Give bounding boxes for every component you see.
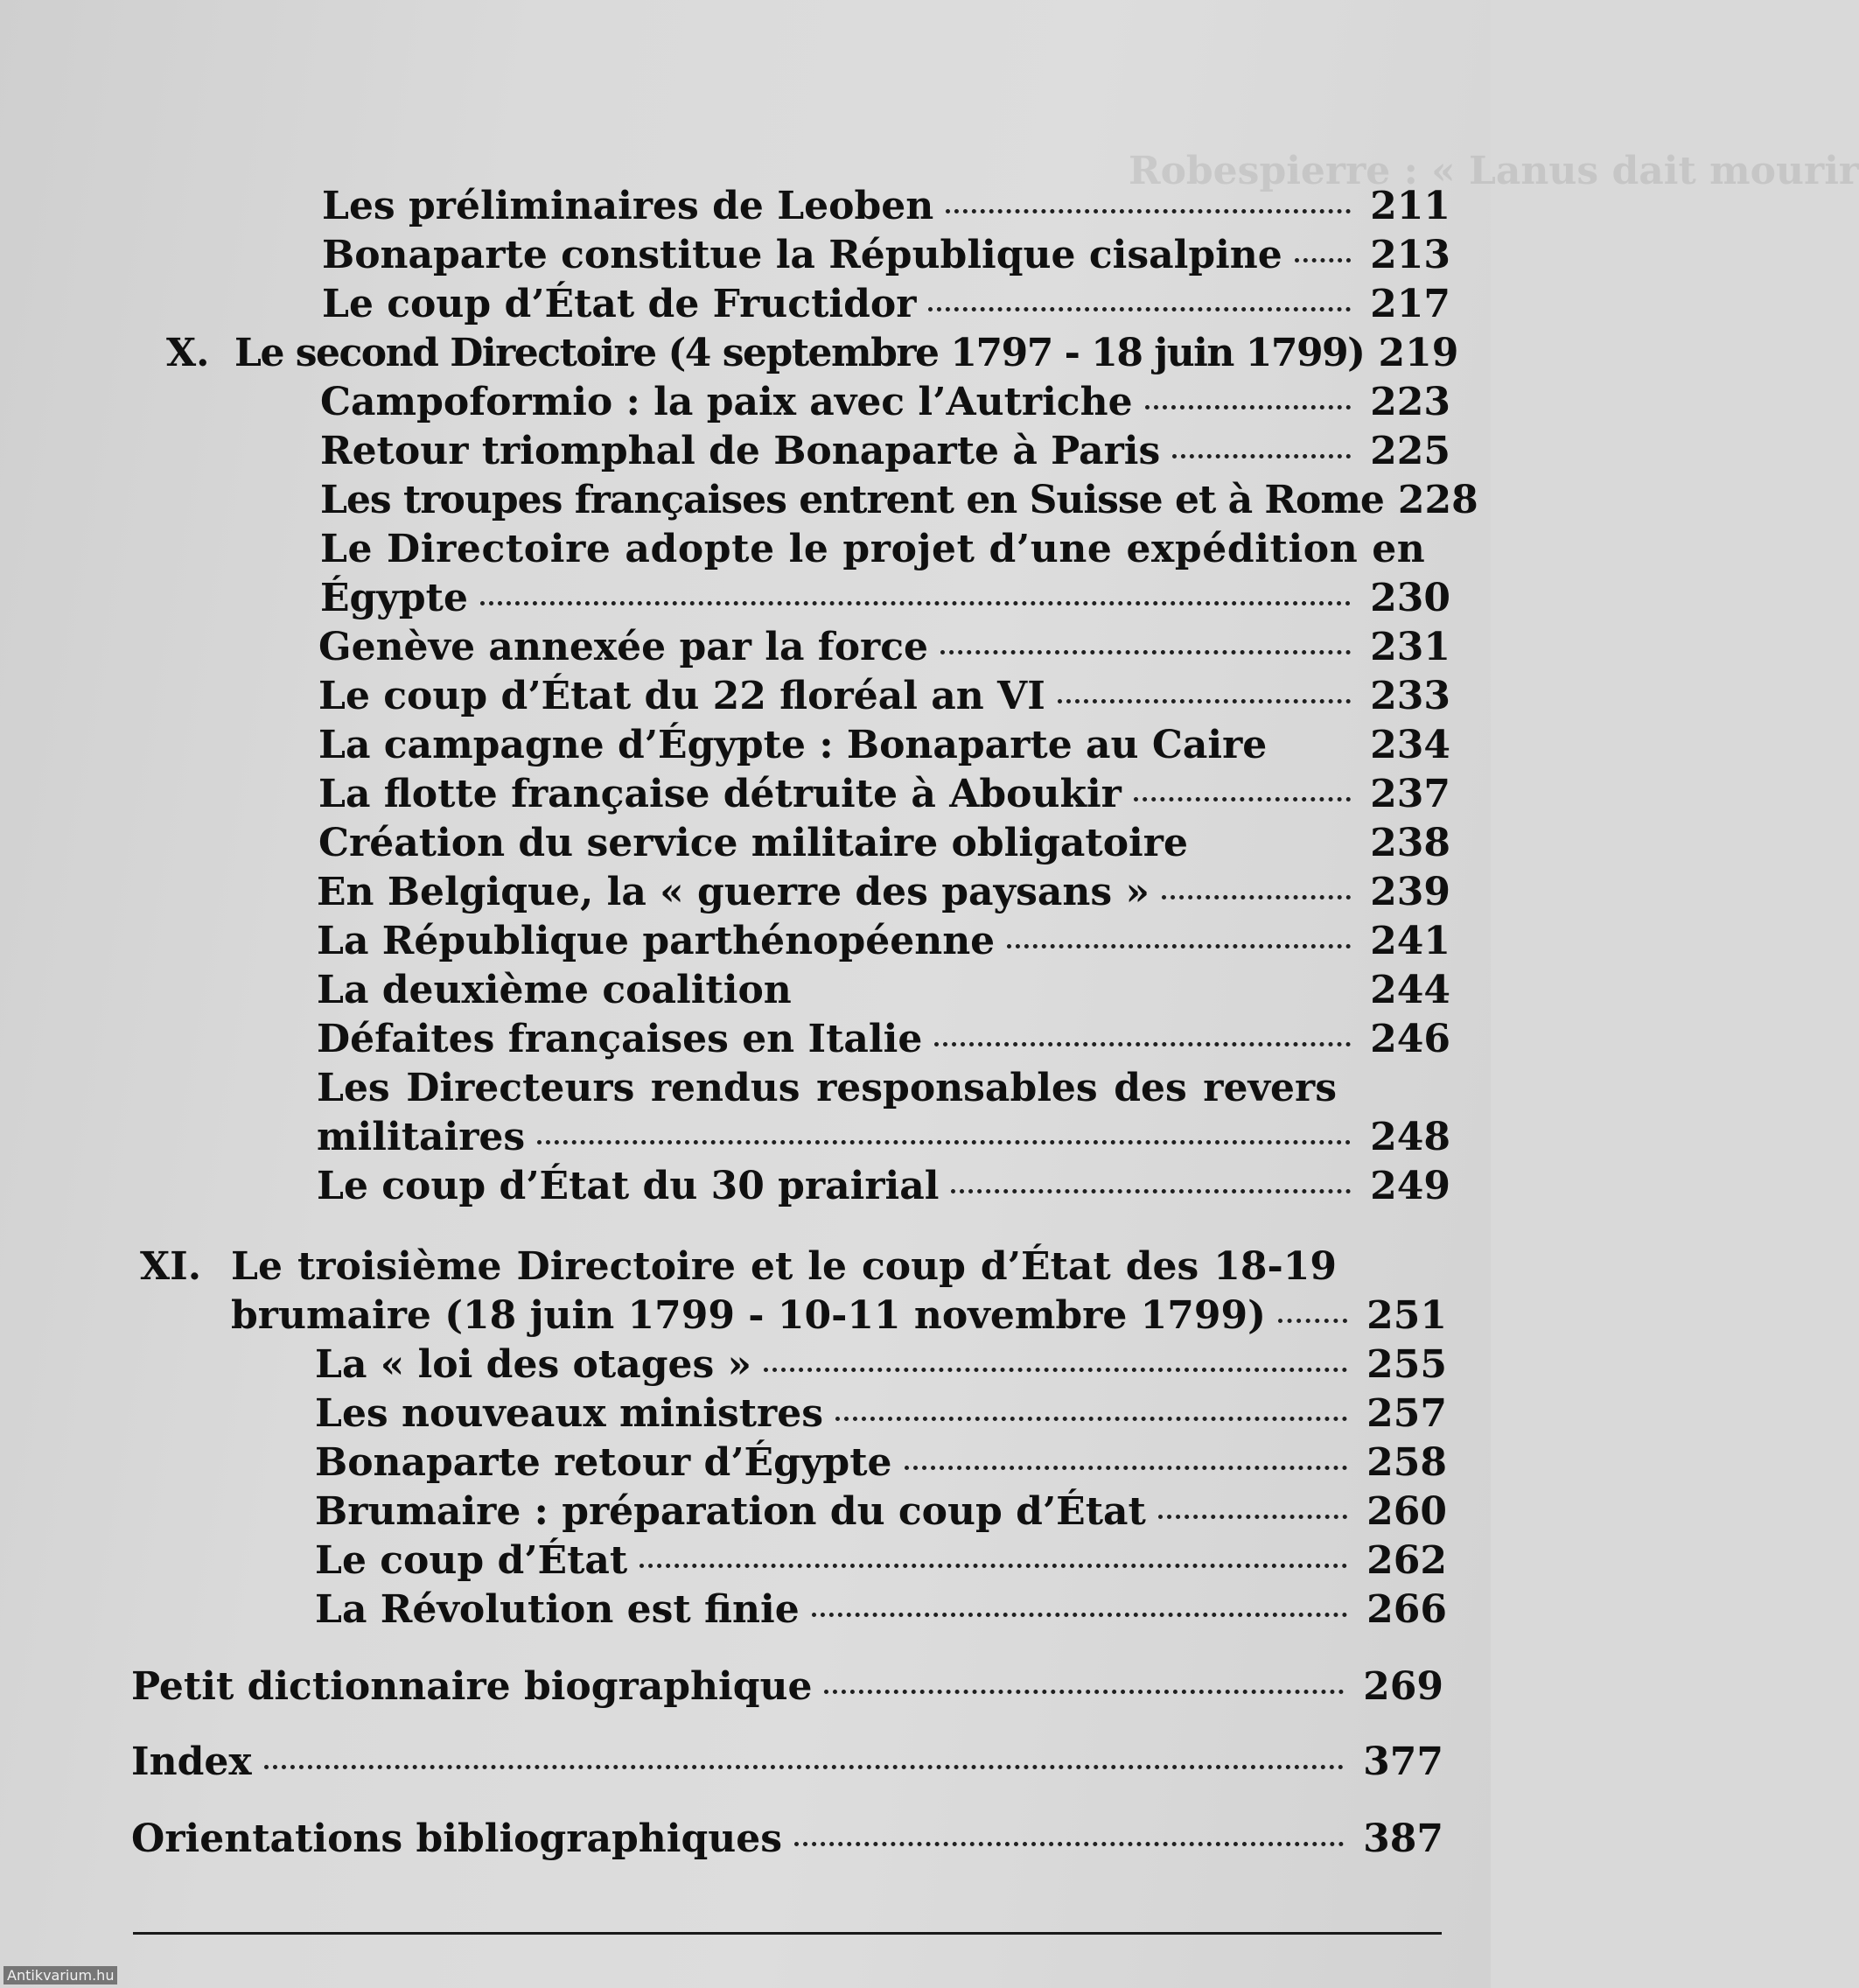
toc-entry-title: Bonaparte constitue la République cisalpine [322, 233, 1282, 277]
word: Directeurs [406, 1066, 635, 1110]
toc-entry[interactable] [131, 1662, 1443, 1712]
toc-entry-page: 234 [1370, 723, 1450, 767]
toc-entry-page: 231 [1370, 625, 1450, 669]
dot-leader [824, 1689, 1344, 1694]
toc-entry-page: 217 [1370, 282, 1450, 326]
toc-entry-page: 258 [1366, 1440, 1447, 1485]
toc-entry[interactable] [318, 721, 1450, 770]
toc-entry-title: Le coup d’État du 30 prairial [317, 1164, 940, 1208]
dot-leader [1162, 894, 1351, 900]
toc-entry-title: La Révolution est finie [315, 1587, 800, 1632]
toc-entry-page: 260 [1366, 1489, 1447, 1534]
toc-entry[interactable] [320, 574, 1450, 623]
toc-entry-title: En Belgique, la « guerre des paysans » [317, 870, 1150, 914]
toc-entry[interactable] [322, 231, 1450, 280]
toc-entry-title: Le coup d’État du 22 floréal an VI [318, 674, 1045, 718]
toc-entry[interactable] [317, 868, 1450, 917]
toc-entry-title: Le coup d’État [315, 1538, 628, 1583]
dot-leader [639, 1563, 1347, 1568]
toc-entry-page: 257 [1366, 1391, 1447, 1436]
dot-leader [537, 1139, 1351, 1144]
toc-entry[interactable] [320, 378, 1450, 427]
dot-leader [812, 1612, 1347, 1617]
toc-entry-page: 238 [1370, 821, 1450, 865]
toc-entry-page: 251 [1366, 1293, 1447, 1338]
toc-entry[interactable] [318, 623, 1450, 672]
toc-entry[interactable] [318, 672, 1450, 721]
toc-entry-page: 211 [1370, 184, 1450, 228]
dot-leader [1007, 943, 1351, 948]
toc-entry-title-line: Le Directoire adopte le projet d’une expédition en [320, 527, 1426, 571]
chapter-numeral: XI. [140, 1244, 202, 1289]
dot-leader [946, 208, 1351, 214]
toc-entry[interactable] [322, 182, 1450, 231]
word: responsables [816, 1066, 1098, 1110]
dot-leader [940, 649, 1351, 654]
dot-leader [1145, 404, 1352, 410]
word: rendus [650, 1066, 800, 1110]
dot-leader [794, 1841, 1344, 1846]
toc-entry[interactable] [317, 966, 1450, 1015]
toc-entry-page: 225 [1370, 429, 1450, 473]
word: coup [862, 1244, 966, 1289]
dot-leader [1158, 1514, 1347, 1519]
bottom-rule [133, 1932, 1442, 1935]
toc-entry[interactable] [131, 1815, 1443, 1864]
toc-entry-page: 244 [1370, 968, 1450, 1012]
dot-leader [951, 1188, 1351, 1194]
toc-entry-title: Les préliminaires de Leoben [322, 184, 934, 228]
toc-entry-page: 237 [1370, 772, 1450, 816]
toc-entry-page: 230 [1370, 576, 1450, 620]
toc-entry-page: 387 [1363, 1816, 1443, 1861]
toc-entry-title: Index [131, 1740, 252, 1784]
toc-entry[interactable] [320, 427, 1450, 476]
toc-entry-title: Retour triomphal de Bonaparte à Paris [320, 429, 1161, 473]
dot-leader [934, 1041, 1351, 1046]
toc-entry-title: Égypte [320, 576, 468, 620]
toc-entry-page: 262 [1366, 1538, 1447, 1583]
word: des [1125, 1244, 1199, 1289]
dot-leader [1134, 796, 1351, 802]
toc-entry[interactable] [315, 1536, 1447, 1586]
dot-leader [1295, 257, 1351, 262]
toc-entry[interactable] [315, 1390, 1447, 1438]
toc-entry-page: 269 [1363, 1664, 1443, 1709]
word: le [807, 1244, 847, 1289]
toc-entry[interactable] [315, 1488, 1447, 1536]
toc-entry-title: Bonaparte retour d’Égypte [315, 1440, 892, 1485]
toc-entry[interactable] [317, 1162, 1450, 1211]
toc-entry-page: 249 [1370, 1164, 1450, 1208]
toc-entry-title: Orientations bibliographiques [131, 1816, 782, 1861]
toc-entry-page: 233 [1370, 674, 1450, 718]
toc-entry-title: La flotte française détruite à Aboukir [318, 772, 1122, 816]
dot-leader [1058, 698, 1351, 704]
toc-entry-title: Défaites françaises en Italie [317, 1017, 923, 1061]
toc-entry[interactable] [315, 1438, 1447, 1488]
toc-entry-title: brumaire (18 juin 1799 - 10-11 novembre 1799) [231, 1293, 1266, 1338]
dot-leader [928, 306, 1351, 312]
toc-entry[interactable] [317, 1113, 1450, 1162]
toc-entry-title: Campoformio : la paix avec l’Autriche [320, 380, 1133, 424]
toc-entry-title: Petit dictionnaire biographique [131, 1664, 813, 1709]
toc-entry-page: 377 [1363, 1740, 1443, 1784]
word: Directoire [516, 1244, 736, 1289]
word: Les [317, 1066, 390, 1110]
toc-entry-page: 239 [1370, 870, 1450, 914]
chapter-numeral: X. [166, 331, 210, 375]
spacer [799, 992, 1363, 998]
toc-entry-title: Les nouveaux ministres [315, 1391, 823, 1436]
toc-entry[interactable] [320, 476, 1478, 525]
chapter-heading[interactable] [231, 1292, 1447, 1340]
toc-entry-page: 228 [1397, 478, 1478, 522]
toc-entry[interactable] [315, 1340, 1447, 1390]
chapter-title: Le second Directoire (4 septembre 1797 - 18 juin 1799) [234, 331, 1365, 375]
word: et [750, 1244, 793, 1289]
toc-entry[interactable] [317, 917, 1450, 966]
toc-entry-title: Création du service militaire obligatoire [318, 821, 1188, 865]
toc-entry-title: militaires [317, 1115, 526, 1159]
toc-entry[interactable] [318, 819, 1450, 868]
dot-leader [1278, 1318, 1347, 1323]
chapter-page: 219 [1378, 331, 1459, 375]
word: 18-19 [1213, 1244, 1337, 1289]
dot-leader [264, 1764, 1345, 1769]
toc-entry-page: 213 [1370, 233, 1450, 277]
toc-entry[interactable] [317, 1015, 1450, 1064]
dot-leader [1172, 453, 1351, 458]
toc-entry-title-line [317, 1064, 1337, 1113]
toc-entry[interactable] [131, 1738, 1443, 1787]
toc-entry-page: 246 [1370, 1017, 1450, 1061]
word: troisième [297, 1244, 502, 1289]
toc-entry[interactable] [315, 1586, 1447, 1634]
dot-leader [835, 1416, 1347, 1421]
toc-entry-page: 266 [1366, 1587, 1447, 1632]
toc-entry-title: La République parthénopéenne [317, 919, 996, 963]
toc-entry-title: La « loi des otages » [315, 1342, 752, 1387]
spacer [1274, 747, 1363, 752]
watermark: Antikvarium.hu [3, 1966, 117, 1984]
show-through-text: Robespierre : « Lanus dait mourir [1129, 149, 1859, 193]
toc-entry-title: Les troupes françaises entrent en Suisse et à Rome [320, 478, 1384, 522]
toc-entry-title: La campagne d’Égypte : Bonaparte au Caire [318, 723, 1268, 767]
toc-entry-title: Le coup d’État de Fructidor [322, 282, 917, 326]
toc-entry-page: 248 [1370, 1115, 1450, 1159]
toc-entry-title: Brumaire : préparation du coup d’État [315, 1489, 1146, 1534]
dot-leader [764, 1367, 1347, 1372]
word: des [1114, 1066, 1187, 1110]
toc-entry[interactable] [322, 280, 1450, 329]
spacer [1195, 845, 1363, 850]
dot-leader [480, 600, 1351, 606]
dot-leader [905, 1465, 1348, 1470]
toc-entry[interactable] [318, 770, 1450, 819]
chapter-title-line [231, 1242, 1337, 1292]
word: d’État [980, 1244, 1111, 1289]
toc-entry-page: 255 [1366, 1342, 1447, 1387]
toc-entry-title: La deuxième coalition [317, 968, 792, 1012]
chapter-heading[interactable] [234, 329, 1459, 378]
toc-entry-page: 241 [1370, 919, 1450, 963]
toc-entry-title: Genève annexée par la force [318, 625, 929, 669]
word: Le [231, 1244, 283, 1289]
toc-entry-page: 223 [1370, 380, 1450, 424]
word: revers [1203, 1066, 1337, 1110]
